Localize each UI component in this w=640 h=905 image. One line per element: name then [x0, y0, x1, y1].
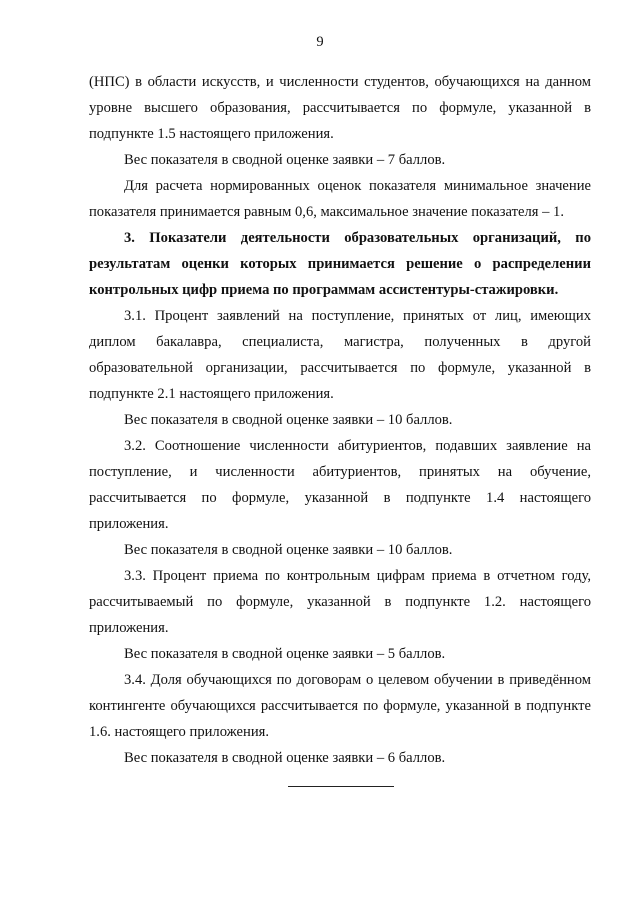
section-3-heading: 3. Показатели деятельности образовательных организаций, по результатам оценки которых принимается решение о распределении контрольных цифр приема по программам ассистентуры-стажировки. — [89, 230, 591, 298]
item-3-3-weight: Вес показателя в сводной оценке заявки – 5 баллов. — [124, 646, 446, 662]
item-3-1: 3.1. Процент заявлений на поступление, принятых от лиц, имеющих диплом бакалавра, специалиста, магистра, полученных в другой образовательной организации, рассчитывается по формуле, указанной в подпункте 2.1 настоящего приложения. — [89, 308, 591, 402]
item-3-1-weight: Вес показателя в сводной оценке заявки – 10 баллов. — [124, 412, 453, 428]
item-3-2-weight: Вес показателя в сводной оценке заявки – 10 баллов. — [124, 542, 453, 558]
item-3-2: 3.2. Соотношение численности абитуриентов, подавших заявление на поступление, и численности абитуриентов, принятых на обучение, рассчитывается по формуле, указанной в подпункте 1.4 настоящего приложения. — [89, 438, 591, 532]
paragraph-continuation: (НПС) в области искусств, и численности студентов, обучающихся на данном уровне высшего образования, рассчитывается по формуле, указанной в подпункте 1.5 настоящего приложения. — [89, 74, 591, 142]
document-body — [89, 69, 591, 771]
item-3-4-weight: Вес показателя в сводной оценке заявки – 6 баллов. — [124, 750, 446, 766]
end-divider — [288, 786, 394, 787]
item-3-3: 3.3. Процент приема по контрольным цифрам приема в отчетном году, рассчитываемый по формуле, указанной в подпункте 1.2. настоящего приложения. — [89, 568, 591, 636]
item-3-4: 3.4. Доля обучающихся по договорам о целевом обучении в приведённом контингенте обучающихся рассчитывается по формуле, указанной в подпункте 1.6. настоящего приложения. — [89, 672, 591, 740]
normalization-paragraph: Для расчета нормированных оценок показателя минимальное значение показателя принимается равным 0,6, максимальное значение показателя – 1. — [89, 178, 591, 220]
weight-7-points: Вес показателя в сводной оценке заявки – 7 баллов. — [124, 152, 446, 168]
page-number: 9 — [316, 34, 324, 50]
